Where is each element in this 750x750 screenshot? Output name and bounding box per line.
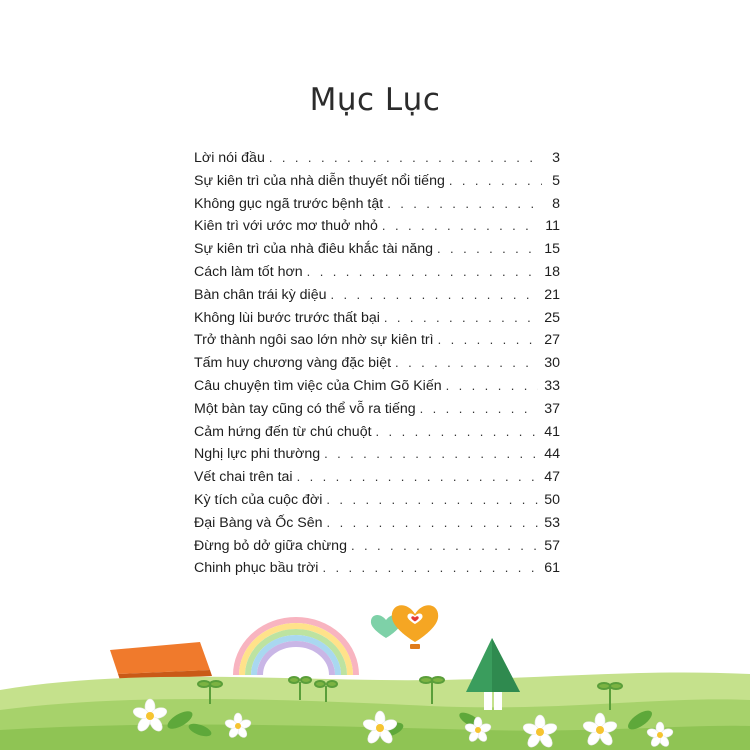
toc-entry-page: 47 — [544, 469, 560, 486]
toc-entry-title: Không gục ngã trước bệnh tật — [194, 195, 384, 212]
toc-entry-page: 3 — [552, 150, 560, 166]
toc-entry-title: Chinh phục bầu trời — [194, 560, 319, 577]
toc-entry[interactable] — [194, 469, 560, 492]
toc-entry-page: 11 — [545, 218, 560, 235]
toc-entry[interactable] — [194, 401, 560, 424]
toc-entry-page: 50 — [544, 491, 560, 508]
house-roof — [110, 642, 212, 680]
toc-entry-page: 5 — [552, 172, 560, 189]
toc-entry-page: 8 — [552, 195, 560, 212]
toc-entry-title: Vết chai trên tai — [194, 469, 293, 486]
toc-entry[interactable] — [194, 424, 560, 447]
toc-entry-title: Kiên trì với ước mơ thuở nhỏ — [194, 218, 378, 235]
dot-leader — [324, 446, 538, 461]
dot-leader — [269, 150, 542, 165]
dot-leader — [382, 218, 539, 233]
toc-entry[interactable] — [194, 446, 560, 469]
toc-entry-page: 30 — [544, 355, 560, 372]
toc-entry-page: 27 — [544, 332, 560, 349]
toc-entry-page: 53 — [544, 514, 560, 531]
toc-entry-page: 37 — [544, 400, 560, 417]
rainbow — [236, 620, 356, 675]
toc-entry-title: Bàn chân trái kỳ diệu — [194, 286, 327, 303]
heart-balloon-icon — [392, 605, 438, 649]
dot-leader — [446, 378, 539, 393]
toc-entry-title: Cảm hứng đến từ chú chuột — [194, 423, 372, 440]
toc-entry-page: 57 — [544, 537, 560, 554]
dot-leader — [326, 492, 538, 507]
toc-entry-title: Lời nói đầu — [194, 150, 265, 166]
toc-entry-page: 33 — [544, 377, 560, 394]
toc-entry-title: Đừng bỏ dở giữa chừng — [194, 537, 347, 554]
toc-entry[interactable] — [194, 538, 560, 561]
toc-entry[interactable] — [194, 492, 560, 515]
toc-entry[interactable] — [194, 287, 560, 310]
toc-entry[interactable] — [194, 173, 560, 196]
toc-entry-title: Câu chuyện tìm việc của Chim Gõ Kiến — [194, 377, 442, 394]
toc-entry-page: 21 — [544, 286, 560, 303]
toc-entry-title: Không lùi bước trước thất bại — [194, 309, 380, 326]
dot-leader — [376, 424, 539, 439]
toc-entry[interactable] — [194, 332, 560, 355]
toc-entry-page: 44 — [544, 446, 560, 463]
toc-entry[interactable] — [194, 355, 560, 378]
toc-entry-title: Tấm huy chương vàng đặc biệt — [194, 355, 392, 372]
toc-entry[interactable] — [194, 264, 560, 287]
toc-entry[interactable] — [194, 196, 560, 219]
dot-leader — [437, 241, 538, 256]
meadow-illustration — [0, 570, 750, 750]
dot-leader — [384, 310, 538, 325]
page-title: Mục Lục — [309, 82, 441, 118]
dot-leader — [420, 401, 539, 416]
toc-entry-page: 18 — [544, 263, 560, 280]
toc-entry-title: Trở thành ngôi sao lớn nhờ sự kiên trì — [194, 332, 434, 349]
toc-entry-title: Sự kiên trì của nhà điêu khắc tài năng — [194, 241, 434, 258]
toc-entry-title: Kỳ tích của cuộc đời — [194, 491, 323, 508]
toc-entry-page: 15 — [544, 241, 560, 258]
toc-entry-page: 41 — [544, 423, 560, 440]
toc-entry[interactable] — [194, 150, 560, 173]
toc-entry[interactable] — [194, 310, 560, 333]
toc-entry[interactable] — [194, 378, 560, 401]
toc-entry-title: Cách làm tốt hơn — [194, 263, 303, 280]
dot-leader — [387, 196, 542, 211]
toc-entry-title: Đại Bàng và Ốc Sên — [194, 514, 323, 531]
toc-entry-title: Nghị lực phi thường — [194, 446, 321, 463]
toc-entry-title: Sự kiên trì của nhà diễn thuyết nổi tiếng — [194, 172, 445, 189]
toc-entry-page: 61 — [544, 560, 560, 577]
toc-entry[interactable] — [194, 241, 560, 264]
dot-leader — [395, 355, 538, 370]
dot-leader — [331, 287, 539, 302]
toc-entry-page: 25 — [544, 309, 560, 326]
table-of-contents — [194, 150, 560, 583]
toc-entry-title: Một bàn tay cũng có thể vỗ ra tiếng — [194, 400, 416, 417]
dot-leader — [297, 469, 539, 484]
toc-entry[interactable] — [194, 218, 560, 241]
dot-leader — [307, 264, 539, 279]
dot-leader — [438, 332, 539, 347]
dot-leader — [351, 538, 538, 553]
toc-entry[interactable] — [194, 515, 560, 538]
dot-leader — [449, 173, 542, 188]
dot-leader — [327, 515, 539, 530]
